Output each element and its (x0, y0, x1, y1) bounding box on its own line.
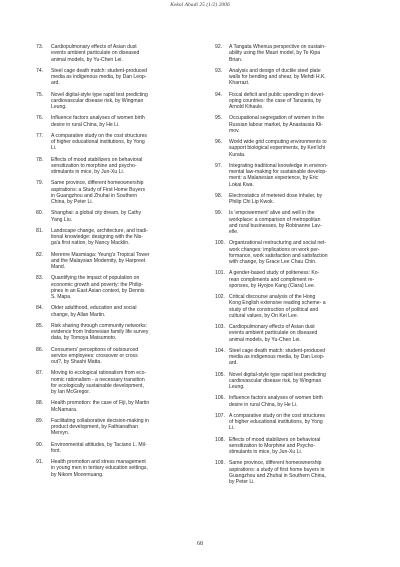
entry-text: A Tangata Whenua perspective on sustain- ability using the Mauri model, by Te Kipa Brian. (229, 44, 326, 63)
entry-number: 73. (36, 44, 44, 50)
entry-text: Facilitating collaborative decision-making in product development, by Fathianathan Mervyn. (51, 417, 149, 437)
entry-number: 107. (215, 412, 225, 419)
entry-text: Same province, different homeownership aspirations: a study of first home buyers in Guangzhou and Zhuhai in Southern China, by Peter Li. (229, 460, 326, 485)
entry-text: Health promotion and stress management in young men in tertiary education settings, by Nikom Moonmuang. (51, 459, 148, 478)
list-item (215, 460, 367, 485)
list-item (36, 275, 196, 300)
entry-number: 106. (215, 395, 225, 402)
list-item (215, 270, 367, 289)
entry-number: 96. (215, 139, 223, 145)
entry-text: World wide grid computing environments to support biological experiments, by Ken'ichi Kurata. (229, 139, 327, 158)
entry-number: 77. (36, 132, 44, 139)
entry-text: Consumers' perceptions of outsourced service employees: crossover or cross out?, by Shashi Matta. (51, 346, 139, 365)
list-item (215, 372, 367, 391)
entry-number: 80. (36, 210, 44, 217)
entry-text: Landscape change, architecture, and tradi- tional knowledge: designing with the Nis- ga'a first nation, by Nancy Macklin. (51, 227, 148, 247)
running-header: Kekal Abadi 25 (1/2) 2006 (170, 2, 230, 8)
list-item (36, 68, 196, 87)
list-item (215, 92, 367, 111)
left-column (36, 44, 196, 483)
list-item (36, 370, 196, 395)
list-item (215, 139, 367, 158)
list-item (215, 210, 367, 235)
entry-text: Risk sharing through community networks: evidence from Indonesian family life survey data, by Tomoya Matsumoto. (51, 322, 149, 342)
entry-text: Moving to ecological rationalism from eco- nomic rationalism - a necessary transition for ecologically sustainable development, by Ian McGregor. (51, 370, 147, 395)
list-item (36, 347, 196, 366)
entry-number: 90. (36, 441, 44, 448)
entry-text: Merenre Masmiaga: Yeung's Tropical Tower and the Malaysian Modernity, by Harpreet Mand. (51, 251, 150, 270)
entry-text: Shanghai: a global city dream, by Cathy Yang Liu. (51, 210, 142, 223)
entry-number: 86. (36, 346, 44, 353)
entry-text: Analysis and design of ductile steel plate walls for bending and shear, by Mehdi H.K. Kharrazi. (229, 67, 326, 87)
list-item (36, 133, 196, 152)
entry-text: Novel digital-style type rapid test predicting cardiovascular disease risk, by Wingman Leung. (229, 371, 326, 390)
entry-number: 100. (215, 240, 225, 247)
entry-number: 109. (215, 460, 225, 467)
entry-number: 89. (36, 417, 44, 424)
entry-text: Quantifying the impact of population on economic growth and poverty: the Philip- pines in an East Asian context, by Dennis S. Mapa. (51, 275, 145, 300)
list-item (36, 323, 196, 342)
entry-text: Older adulthood, education and social change, by Allan Martin. (51, 305, 137, 318)
list-item (36, 252, 196, 271)
entry-text: Environmental attitudes, by Taciano L. Mil- font. (51, 441, 147, 454)
list-item (215, 68, 367, 87)
entry-text: Health promotion: the case of Fiji, by Martin McNamara. (51, 400, 150, 413)
entry-number: 92. (215, 44, 223, 50)
entry-number: 101. (215, 270, 225, 277)
entry-text: Effects of mood stabilizers on behavioral sensitization to morphine and psycho- stimulants in mice, by Jun-Xu Li. (51, 156, 143, 175)
entry-number: 97. (215, 162, 223, 169)
entry-text: Occupational segregation of women in the Russian labour market, by Anastassia Kli- mov. (229, 115, 325, 134)
entry-number: 74. (36, 67, 44, 74)
list-item (215, 413, 367, 432)
list-item (215, 115, 367, 134)
list-item (36, 418, 196, 437)
list-item (215, 193, 367, 206)
entry-text: Steel cage death match: student-produced media as indigenous media, by Dan Leop- ard. (51, 67, 147, 87)
list-item (215, 44, 367, 63)
entry-number: 82. (36, 251, 44, 258)
list-item (36, 92, 196, 111)
entry-text: Integrating traditional knowledge in environ- mental law-making for sustainable develop- ment: a Malanesian experience, by Eric Lokai Kwa. (229, 162, 328, 188)
list-item (215, 163, 367, 188)
list-item (36, 44, 196, 63)
entry-text: A gender-based study of politeness: Ko- rean compliments and compliment re- sponses, by Hyojoo Kang (Clara) Lee. (229, 270, 320, 289)
entry-number: 102. (215, 294, 225, 300)
list-item (36, 400, 196, 413)
entry-text: Same province, different homeownership aspirations: a Study of First Home Buyers in Guangzhou and Zhuhai in Southern China, by Peter Li. (51, 180, 145, 205)
list-item (215, 395, 367, 408)
page-number: 68 (197, 541, 203, 547)
list-item (215, 324, 367, 343)
entry-number: 75. (36, 91, 44, 98)
entry-number: 81. (36, 227, 44, 234)
entry-number: 94. (215, 91, 223, 98)
entry-number: 104. (215, 347, 225, 354)
list-item (36, 210, 196, 223)
entry-number: 91. (36, 459, 44, 465)
entry-number: 85. (36, 322, 44, 329)
entry-number: 105. (215, 371, 225, 378)
list-item (215, 240, 367, 265)
entry-text: Influence factors analyses of women birth desire in rural China, by He Li. (229, 395, 323, 408)
list-item (36, 459, 196, 478)
entry-text: A comparative study on the cost structures of higher educational institutions, by Yong Li. (51, 132, 147, 152)
entry-number: 103. (215, 324, 225, 330)
entry-text: Novel digital-style type rapid test predicting cardiovascular disease risk, by Wingman Leung. (51, 91, 148, 110)
entry-number: 99. (215, 210, 223, 217)
right-column (215, 44, 367, 490)
entry-text: Steel cage death match: student-produced media as indigenous media, by Dan Leop- ard. (229, 347, 325, 367)
entry-text: Fiscal deficit and public spending in devel- oping countries: the case of Tanzania, by Arnold Kihaule. (229, 91, 325, 110)
list-item (215, 437, 367, 456)
list-item (36, 115, 196, 128)
entry-text: Electrostatics of metered dose inhaler, by Philip Chi Lip Kwok. (229, 192, 323, 205)
entry-number: 108. (215, 436, 225, 443)
entry-number: 83. (36, 275, 44, 282)
entry-number: 88. (36, 400, 44, 407)
entry-text: Critical discourse analysis of the Hong Kong English extensive reading scheme- a study of the construction of political and cultural values, by On Kei Lee. (229, 294, 326, 319)
entry-text: Cardiopulmonary effects of Asian dust events ambient particulate on diseased animal models, by Yu-Chen Lei. (229, 324, 318, 343)
list-item (215, 348, 367, 367)
entry-number: 87. (36, 370, 44, 377)
entry-text: Effects of mood stabilizers on behavioral sensitization to Morphine and Psycho- stimulants in mice, by Jun-Xu Li. (229, 436, 321, 455)
entry-text: A comparative study on the cost structures of higher educational institutions, by Yong Li. (229, 412, 325, 432)
entry-number: 95. (215, 115, 223, 122)
entry-text: Influence factors analyses of women birth desire in rural China, by He Li. (51, 115, 145, 128)
entry-number: 93. (215, 67, 223, 74)
entry-number: 98. (215, 192, 223, 199)
entry-text: Organizational restructuring and social net- work changes: implications on work per- formance, work satisfaction and satisfaction with change, by Grace Lee Chau Chin. (229, 240, 328, 265)
list-item (36, 305, 196, 318)
entry-number: 84. (36, 305, 44, 312)
entry-number: 76. (36, 115, 44, 122)
list-item (36, 228, 196, 247)
entry-number: 79. (36, 180, 44, 187)
entry-text: Is 'empowerment' alive and well in the workplace: a comparison of metropolitan and rural businesses, by Robinanne Lav- elle. (229, 210, 322, 235)
list-item (36, 157, 196, 176)
list-item (215, 294, 367, 319)
entry-number: 78. (36, 156, 44, 163)
list-item (36, 180, 196, 205)
list-item (36, 442, 196, 455)
entry-text: Cardiopulmonary effects of Asian dust events ambient particulate on diseased animal models, by Yu-Chen Lei. (51, 44, 140, 63)
